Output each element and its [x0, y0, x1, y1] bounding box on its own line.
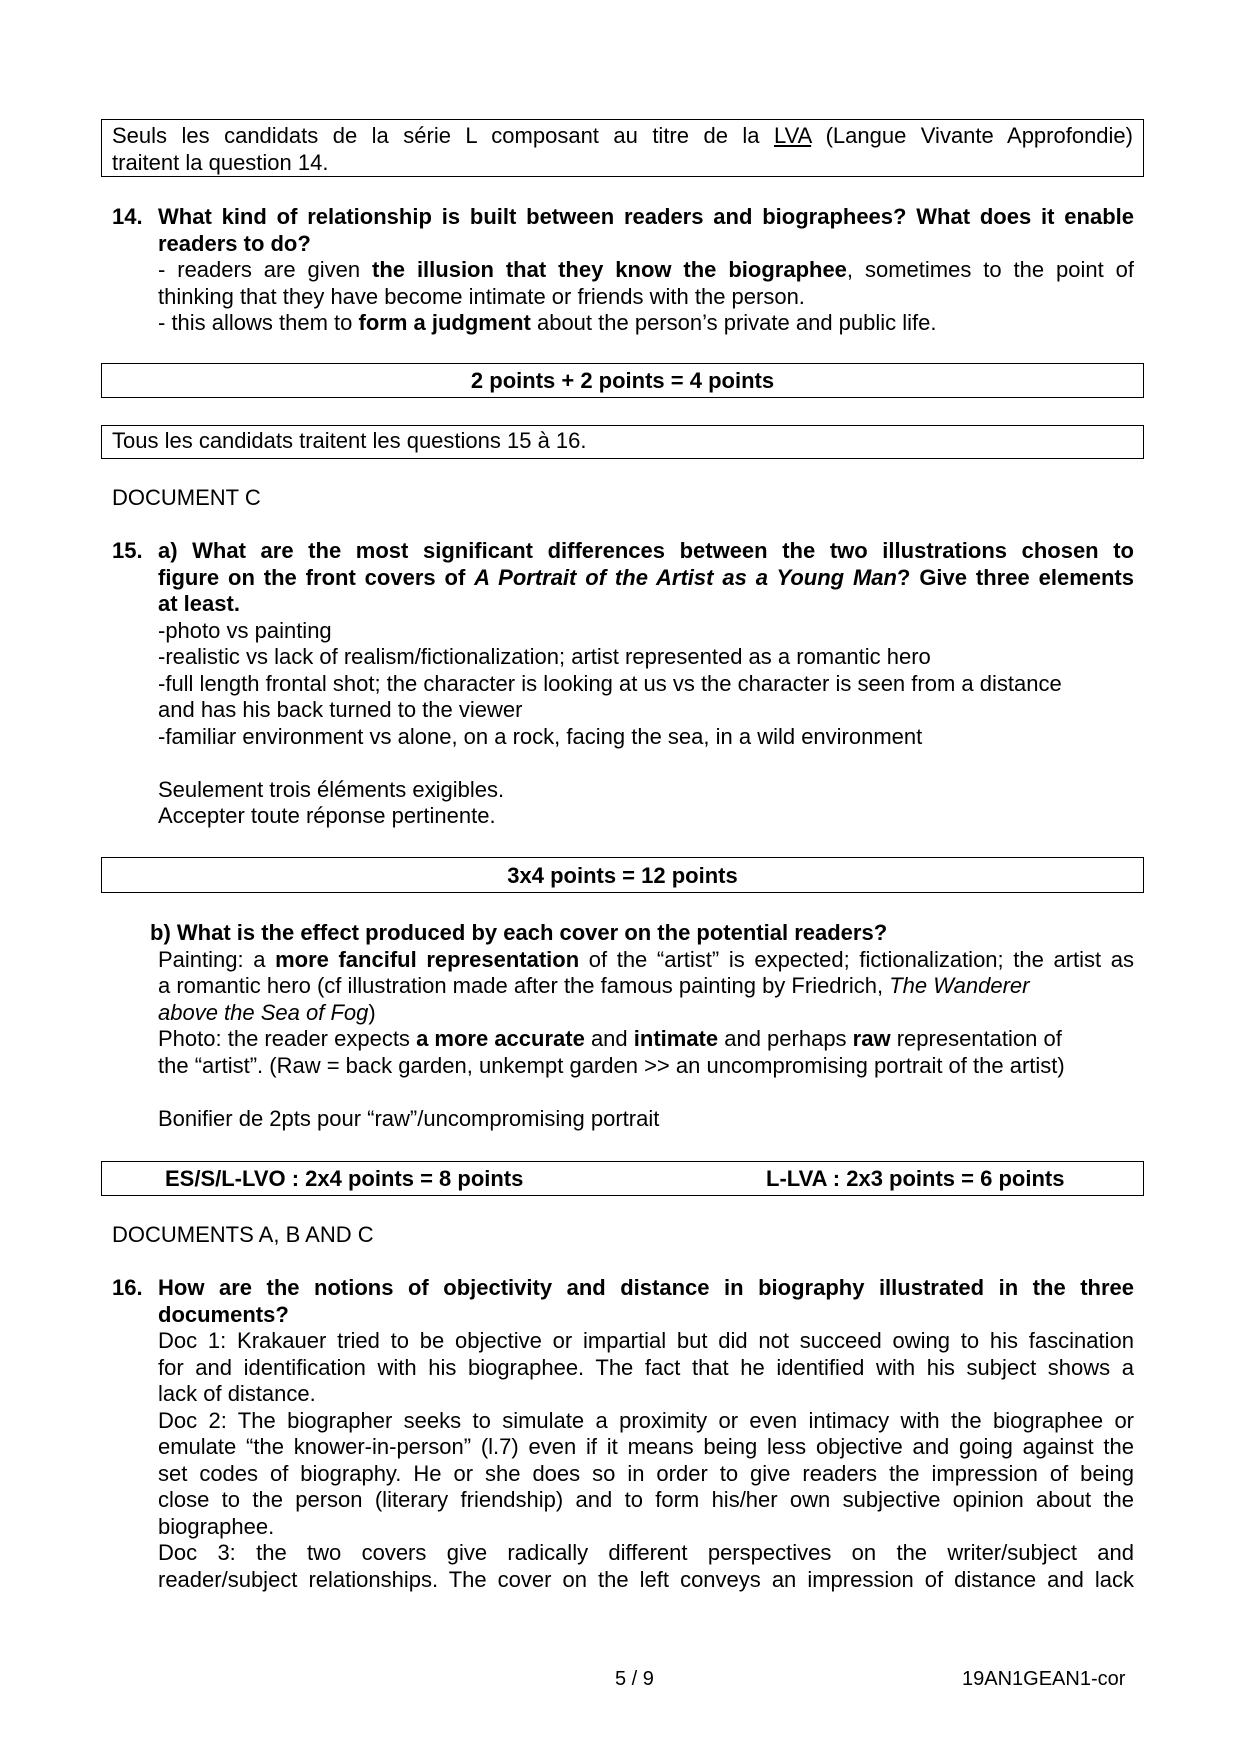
- answer-line: above the Sea of Fog): [158, 999, 376, 1025]
- question-text: documents?: [158, 1301, 289, 1327]
- answer-line: emulate “the knower-in-person” (l.7) even if it means being less objective and going against the: [158, 1434, 1134, 1459]
- points-text-right: L-LVA : 2x3 points = 6 points: [766, 1166, 1065, 1191]
- spacer: [158, 1079, 1134, 1106]
- answer-line: biographee.: [158, 1513, 275, 1539]
- page-number: 5 / 9: [615, 1668, 654, 1690]
- points-box-split: [101, 1161, 1144, 1196]
- answer-line: -familiar environment vs alone, on a rock, facing the sea, in a wild environment: [158, 723, 923, 749]
- answer-line: for and identification with his biographee. The fact that he identified with his subject shows a: [158, 1354, 1134, 1380]
- grading-note: Accepter toute réponse pertinente.: [158, 803, 496, 828]
- question-text-cont: readers to do?: [158, 230, 311, 256]
- question-number: 15.: [112, 538, 143, 563]
- section-heading-doc-c: DOCUMENT C: [112, 485, 261, 510]
- question-14: [112, 204, 1134, 337]
- question-text: How are the notions of objectivity and distance in biography illustrated in the three: [158, 1275, 1134, 1300]
- points-text-left: ES/S/L-LVO : 2x4 points = 8 points: [165, 1166, 524, 1191]
- answer-line: Photo: the reader expects a more accurate and intimate and perhaps raw representation of: [158, 1026, 1062, 1051]
- question-text: b) What is the effect produced by each cover on the potential readers?: [150, 920, 888, 945]
- answer-line: lack of distance.: [158, 1381, 316, 1406]
- instruction-text: Tous les candidats traitent les questions 15 à 16.: [112, 428, 587, 453]
- answer-line: - this allows them to form a judgment about the person’s private and public life.: [158, 310, 937, 335]
- answer-line: -photo vs painting: [158, 617, 332, 643]
- answer-line: set codes of biography. He or she does so in order to give readers the impression of being: [158, 1460, 1134, 1486]
- answer-line: Doc 2: The biographer seeks to simulate a proximity or even intimacy with the biographee or: [158, 1407, 1134, 1433]
- document-code: 19AN1GEAN1-cor: [962, 1668, 1126, 1690]
- answer-line: close to the person (literary friendship) and to form his/her own subjective opinion about the: [158, 1487, 1134, 1512]
- answer-line: Doc 1: Krakauer tried to be objective or impartial but did not succeed owing to his fascination: [158, 1328, 1134, 1353]
- answer-line: - readers are given the illusion that they know the biographee, sometimes to the point of: [158, 257, 1134, 282]
- answer-line: -full length frontal shot; the character is looking at us vs the character is seen from a distance: [158, 670, 1062, 696]
- question-16: [112, 1275, 1134, 1593]
- answer-line: Painting: a more fanciful representation of the “artist” is expected; fictionalization; the artist as: [158, 946, 1134, 972]
- spacer: [158, 750, 1134, 777]
- points-box: [101, 363, 1144, 398]
- answer-line: a romantic hero (cf illustration made after the famous painting by Friedrich, The Wanderer: [158, 973, 1030, 998]
- instruction-line-2: traitent la question 14.: [112, 149, 329, 175]
- lva-abbr: LVA: [774, 123, 812, 148]
- answer-line: thinking that they have become intimate or friends with the person.: [158, 283, 805, 309]
- points-text: 3x4 points = 12 points: [507, 863, 738, 888]
- grading-note: Bonifier de 2pts pour “raw”/uncompromising portrait: [158, 1105, 660, 1131]
- question-number: 14.: [112, 204, 143, 229]
- instruction-box-lva: [101, 119, 1144, 177]
- answer-line: reader/subject relationships. The cover on the left conveys an impression of distance and lack: [158, 1566, 1134, 1592]
- section-heading-docs-abc: DOCUMENTS A, B AND C: [112, 1222, 374, 1247]
- grading-note: Seulement trois éléments exigibles.: [158, 776, 505, 802]
- book-title: A Portrait of the Artist as a Young Man: [474, 564, 897, 590]
- instruction-line-1: Seuls les candidats de la série L composant au titre de la LVA (Langue Vivante Approfondie): [112, 123, 1133, 148]
- question-text: figure on the front covers of A Portrait of the Artist as a Young Man? Give three elements: [158, 564, 1134, 590]
- answer-line: Doc 3: the two covers give radically different perspectives on the writer/subject and: [158, 1540, 1134, 1565]
- question-15b: [150, 920, 1134, 1132]
- question-number: 16.: [112, 1275, 143, 1300]
- answer-line: the “artist”. (Raw = back garden, unkempt garden >> an uncompromising portrait of the artist): [158, 1052, 1065, 1078]
- question-text: a) What are the most significant differences between the two illustrations chosen to: [158, 538, 1134, 563]
- question-text: What kind of relationship is built between readers and biographees? What does it enable: [158, 204, 1134, 229]
- answer-line: -realistic vs lack of realism/fictionalization; artist represented as a romantic hero: [158, 644, 931, 669]
- instruction-box-all: [101, 425, 1144, 459]
- question-text: at least.: [158, 591, 240, 616]
- question-15: [112, 538, 1134, 830]
- points-box: [101, 857, 1144, 893]
- answer-line: and has his back turned to the viewer: [158, 697, 523, 722]
- points-text: 2 points + 2 points = 4 points: [470, 368, 775, 393]
